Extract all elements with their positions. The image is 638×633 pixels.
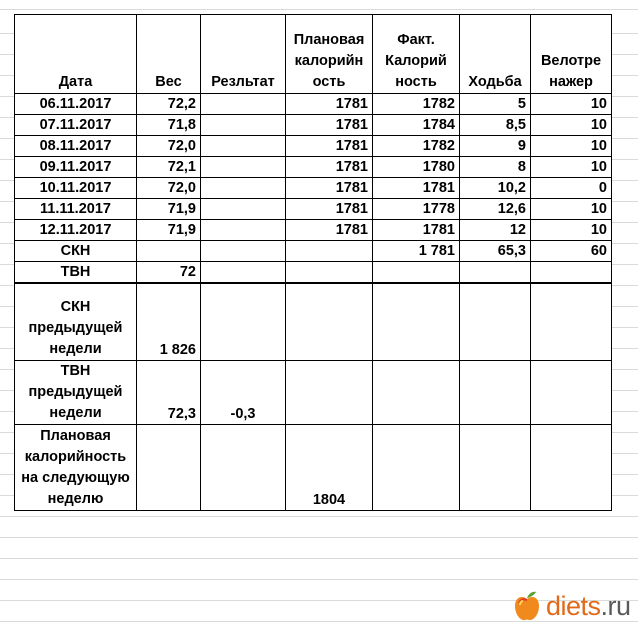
header-weight[interactable] [137,15,201,94]
next-plan-plan[interactable]: 1804 [286,425,373,511]
skn-walk[interactable]: 65,3 [460,241,531,262]
cell-fact[interactable]: 1782 [373,94,460,115]
header-bike-line2: нажер [549,74,593,90]
header-planned-calories-line3: ость [312,74,346,90]
tvn-result[interactable] [201,262,286,284]
cell-date[interactable]: 09.11.2017 [15,157,137,178]
cell-date[interactable]: 07.11.2017 [15,115,137,136]
table-row [15,94,612,115]
prev-tvn-row [15,361,612,425]
tvn-walk[interactable] [460,262,531,284]
prev-skn-bike[interactable] [531,283,612,361]
header-walking[interactable] [460,15,531,94]
cell-bike[interactable]: 10 [531,199,612,220]
skn-row [15,241,612,262]
prev-tvn-bike[interactable] [531,361,612,425]
next-plan-label-line4: неделю [47,491,104,507]
cell-walk[interactable]: 8 [460,157,531,178]
prev-skn-label-line2: предыдущей [28,320,123,336]
cell-bike[interactable]: 10 [531,136,612,157]
cell-walk[interactable]: 9 [460,136,531,157]
cell-weight[interactable]: 71,9 [137,220,201,241]
next-plan-label-line1: Плановая [40,428,111,444]
header-planned-calories[interactable] [286,15,373,94]
diet-tracking-table [14,14,612,511]
cell-fact[interactable]: 1781 [373,178,460,199]
cell-weight[interactable]: 72,0 [137,178,201,199]
table-row [15,157,612,178]
cell-weight[interactable]: 72,1 [137,157,201,178]
prev-skn-row [15,283,612,361]
cell-result[interactable] [201,199,286,220]
cell-fact[interactable]: 1778 [373,199,460,220]
header-weight-label: Вес [155,74,182,90]
header-walking-label: Ходьба [468,74,522,90]
cell-plan[interactable]: 1781 [286,94,373,115]
tvn-bike[interactable] [531,262,612,284]
cell-result[interactable] [201,220,286,241]
cell-date[interactable]: 12.11.2017 [15,220,137,241]
cell-date[interactable]: 11.11.2017 [15,199,137,220]
prev-skn-label-line3: недели [49,341,102,357]
header-actual-calories-line3: ность [395,74,437,90]
cell-plan[interactable]: 1781 [286,157,373,178]
tvn-fact[interactable] [373,262,460,284]
cell-bike[interactable]: 10 [531,220,612,241]
tvn-row [15,262,612,284]
skn-weight[interactable] [137,241,201,262]
next-plan-walk[interactable] [460,425,531,511]
cell-date[interactable]: 06.11.2017 [15,94,137,115]
prev-tvn-label-line1: ТВН [60,363,91,379]
prev-tvn-label[interactable] [15,361,137,425]
next-plan-row [15,425,612,511]
table-row [15,136,612,157]
watermark-text [546,591,631,622]
cell-result[interactable] [201,178,286,199]
header-date[interactable] [15,15,137,94]
tvn-label[interactable]: ТВН [15,262,137,284]
cell-plan[interactable]: 1781 [286,178,373,199]
cell-result[interactable] [201,94,286,115]
header-bike-line1: Велотре [540,53,602,69]
watermark-brand: diets [546,590,601,621]
cell-plan[interactable]: 1781 [286,220,373,241]
cell-plan[interactable]: 1781 [286,136,373,157]
header-row [15,15,612,94]
next-plan-weight[interactable] [137,425,201,511]
cell-walk[interactable]: 10,2 [460,178,531,199]
cell-plan[interactable]: 1781 [286,115,373,136]
cell-date[interactable]: 10.11.2017 [15,178,137,199]
cell-plan[interactable]: 1781 [286,199,373,220]
cell-fact[interactable]: 1782 [373,136,460,157]
cell-weight[interactable]: 72,2 [137,94,201,115]
table-row [15,178,612,199]
cell-fact[interactable]: 1781 [373,220,460,241]
cell-date[interactable]: 08.11.2017 [15,136,137,157]
cell-walk[interactable]: 12 [460,220,531,241]
cell-bike[interactable]: 10 [531,115,612,136]
skn-plan[interactable] [286,241,373,262]
table-row [15,199,612,220]
next-plan-label-line2: калорийность [24,449,127,465]
cell-walk[interactable]: 5 [460,94,531,115]
prev-tvn-weight[interactable]: 72,3 [137,361,201,425]
header-planned-calories-line2: калорийн [294,53,364,69]
diets-watermark [512,588,631,624]
prev-skn-result[interactable] [201,283,286,361]
cell-result[interactable] [201,136,286,157]
cell-bike[interactable]: 0 [531,178,612,199]
next-plan-fact[interactable] [373,425,460,511]
skn-result[interactable] [201,241,286,262]
cell-fact[interactable]: 1784 [373,115,460,136]
cell-weight[interactable]: 71,8 [137,115,201,136]
skn-fact[interactable]: 1 781 [373,241,460,262]
prev-tvn-plan[interactable] [286,361,373,425]
tvn-plan[interactable] [286,262,373,284]
cell-weight[interactable]: 72,0 [137,136,201,157]
prev-skn-label[interactable] [15,283,137,361]
cell-bike[interactable]: 10 [531,94,612,115]
prev-tvn-label-line2: предыдущей [28,384,123,400]
skn-bike[interactable]: 60 [531,241,612,262]
header-actual-calories-line1: Факт. [397,32,435,48]
prev-skn-walk[interactable] [460,283,531,361]
header-planned-calories-line1: Плановая [293,32,365,48]
tvn-weight[interactable]: 72 [137,262,201,284]
prev-tvn-walk[interactable] [460,361,531,425]
cell-walk[interactable]: 8,5 [460,115,531,136]
cell-bike[interactable]: 10 [531,157,612,178]
next-plan-result[interactable] [201,425,286,511]
table-row [15,220,612,241]
next-plan-label-line3: на следующую [21,470,130,486]
prev-skn-plan[interactable] [286,283,373,361]
next-plan-label[interactable] [15,425,137,511]
watermark-suffix: .ru [600,590,631,621]
prev-skn-weight[interactable]: 1 826 [137,283,201,361]
apple-icon [512,590,542,622]
header-result[interactable] [201,15,286,94]
header-result-label: Резльтат [211,74,275,90]
next-plan-bike[interactable] [531,425,612,511]
skn-label[interactable]: СКН [15,241,137,262]
cell-walk[interactable]: 12,6 [460,199,531,220]
cell-fact[interactable]: 1780 [373,157,460,178]
header-bike[interactable] [531,15,612,94]
cell-result[interactable] [201,157,286,178]
table-row [15,115,612,136]
prev-tvn-label-line3: недели [49,405,102,421]
header-actual-calories-line2: Калорий [385,53,447,69]
prev-tvn-fact[interactable] [373,361,460,425]
daily-rows [15,94,612,241]
header-actual-calories[interactable] [373,15,460,94]
header-date-label: Дата [58,74,93,90]
prev-skn-label-line1: СКН [60,299,91,315]
prev-skn-fact[interactable] [373,283,460,361]
prev-tvn-result[interactable]: -0,3 [201,361,286,425]
cell-result[interactable] [201,115,286,136]
cell-weight[interactable]: 71,9 [137,199,201,220]
